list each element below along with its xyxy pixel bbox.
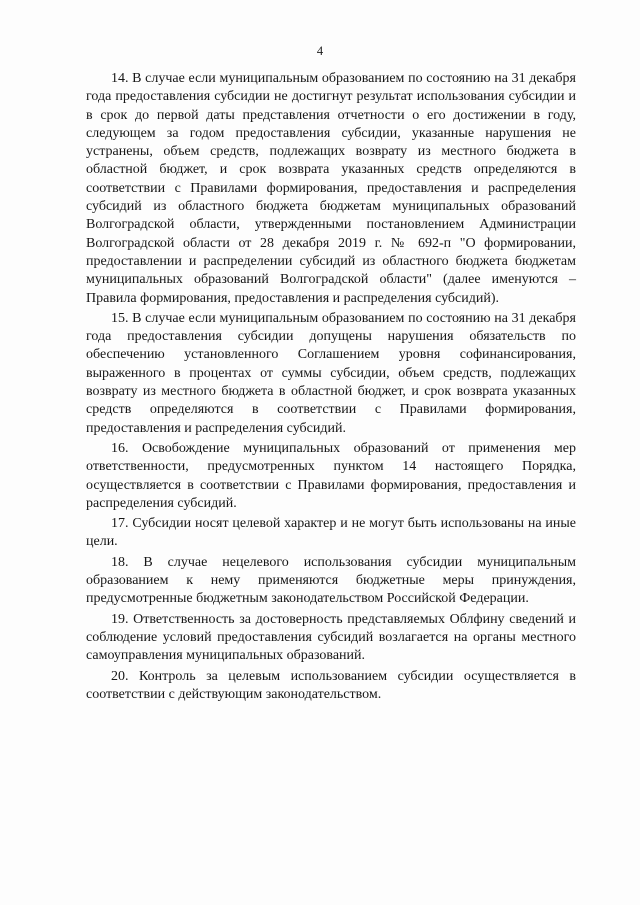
paragraph-14: 14. В случае если муниципальным образованием по состоянию на 31 декабря года предоставления субсидии не достигнут результат использования субсидии и в срок до первой даты представления отчетности о его достижении в году, следующем за годом предоставления субсидии, указанные нарушения не устранены, объем средств, подлежащих возврату из местного бюджета в областной бюджет, и срок возврата указанных средств определяются в соответствии с Правилами формирования, предоставления и распределения субсидий из областного бюджета бюджетам муниципальных образований Волгоградской области, утвержденными постановлением Администрации Волгоградской области от 28 декабря 2019 г. № 692-п "О формировании, предоставлении и распределении субсидий из областного бюджета бюджетам муниципальных образований Волгоградской области" (далее именуются – Правила формирования, предоставления и распределения субсидий).	[86, 71, 576, 306]
paragraph-19: 19. Ответственность за достоверность представляемых Облфину сведений и соблюдение условий предоставления субсидий возлагается на органы местного самоуправления муниципальных образований.	[86, 611, 576, 664]
document-body	[86, 70, 576, 706]
paragraph-20: 20. Контроль за целевым использованием субсидии осуществляется в соответствии с действующим законодательством.	[86, 668, 576, 702]
paragraph-17: 17. Субсидии носят целевой характер и не могут быть использованы на иные цели.	[86, 516, 576, 550]
paragraph-15: 15. В случае если муниципальным образованием по состоянию на 31 декабря года предоставления субсидии допущены нарушения обязательств по обеспечению установленного Соглашением уровня софинансирования, выраженного в процентах от суммы субсидии, объем средств, подлежащих возврату из местного бюджета в областной бюджет, и срок возврата указанных средств определяются в соответствии с Правилами формирования, предоставления и распределения субсидий.	[86, 310, 576, 436]
paragraph-16: 16. Освобождение муниципальных образований от применения мер ответственности, предусмотренных пунктом 14 настоящего Порядка, осуществляется в соответствии с Правилами формирования, предоставления и распределения субсидий.	[86, 440, 576, 511]
paragraph-18: 18. В случае нецелевого использования субсидии муниципальным образованием к нему применяются бюджетные меры принуждения, предусмотренные бюджетным законодательством Российской Федерации.	[86, 554, 576, 607]
page-number: 4	[316, 44, 324, 58]
